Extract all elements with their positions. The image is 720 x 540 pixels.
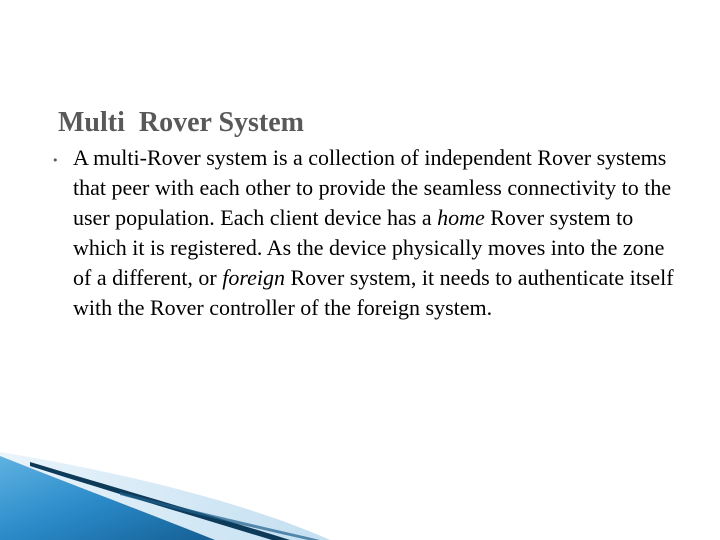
swoosh-thin-streak: [120, 492, 320, 540]
paragraph-text-1: A multi-Rover system is a collection of independent Rover systems that peer with each other to provide the seamless connectivity to the user population. Each client device has a: [73, 145, 672, 230]
paragraph-text-2: Rover system to which it is registered. As the device physically moves into the zone of a different, or: [73, 205, 665, 290]
swoosh-light-band: [0, 452, 330, 540]
bullet-paragraph: [73, 143, 683, 323]
swoosh-blue-wedge: [0, 456, 215, 540]
slide-title: Multi Rover System: [58, 107, 304, 138]
paragraph-text-3: Rover system, it needs to authenticate itself with the Rover controller of the foreign system.: [73, 265, 674, 320]
swoosh-dark-streak: [30, 462, 290, 540]
bullet-marker: •: [52, 154, 59, 167]
paragraph-emphasis-home: home: [437, 205, 485, 230]
paragraph-emphasis-foreign: foreign: [222, 265, 285, 290]
